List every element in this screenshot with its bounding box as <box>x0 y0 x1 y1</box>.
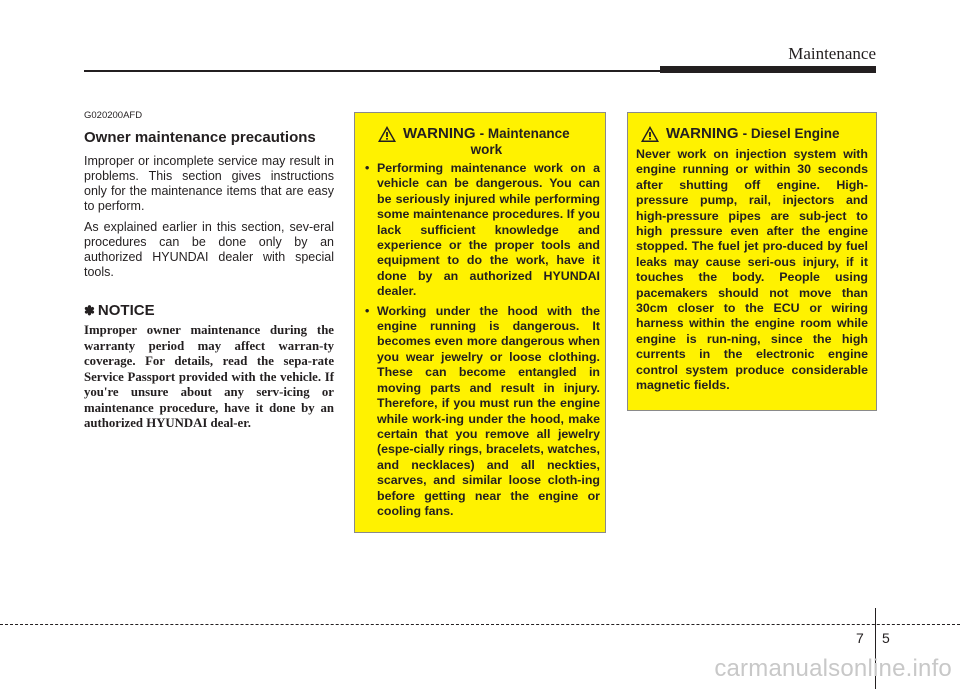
warning-item-text: Performing maintenance work on a vehicle can be dangerous. You can be seriously injured while performing some maintenance procedures. If you lack sufficient knowledge and experience or the proper tools and equipment to do the work, have it done by an authorized HYUNDAI dealer. <box>377 161 600 299</box>
warning-item <box>365 161 600 300</box>
body-paragraph: Improper or incomplete service may result in problems. This section gives instructions only for the maintenance items that are easy to perform. <box>84 154 334 213</box>
warning-box-maintenance <box>354 112 606 533</box>
warning-list <box>365 161 600 519</box>
warning-header <box>365 125 600 157</box>
warning-subtitle-continued: work <box>470 142 503 157</box>
warning-body: Never work on injection system with engine running or within 30 seconds after shutting off engine. High-pressure pump, rail, injectors and high-pressure pipes are sub-ject to high pressure even after the engine stopped. The fuel jet pro-duced by fuel leaks may cause seri-ous injury, if it touches the body. People using pacemakers should not move than 30cm closer to the ECU or wiring harness within the engine room while engine is run-ning, since the high currents in the electronic engine control system produce considerable magnetic fields. <box>636 147 868 393</box>
left-column <box>84 110 334 432</box>
warning-label: WARNING <box>403 125 476 142</box>
body-paragraph: As explained earlier in this section, sev-eral procedures can be done only by an authorized HYUNDAI dealer with special tools. <box>84 220 334 279</box>
warning-item <box>365 304 600 520</box>
warning-item-text: Working under the hood with the engine running is dangerous. It becomes even more dangerous when you wear jewelry or loose clothing. These can become entangled in moving parts and result in injury. Therefore, if you must run the engine while work-ing under the hood, make certain that you remove all jewelry (espe-cially rings, bracelets, watches, and necklaces) and all neckties, scarves, and similar loose cloth-ing before getting near the engine or cooling fans. <box>377 303 600 518</box>
warning-subtitle: - Diesel Engine <box>742 126 840 141</box>
section-title-header: Maintenance <box>788 44 876 63</box>
warning-triangle-icon <box>640 125 660 143</box>
header-rule <box>84 70 660 72</box>
notice-body: Improper owner maintenance during the warranty period may affect warran-ty coverage. For details, read the sepa-rate Service Passport provided with the vehicle. If you're unsure about any serv-icing or maintenance procedure, have it done by an authorized HYUNDAI deal-er. <box>84 323 334 430</box>
notice-label: NOTICE <box>97 302 155 319</box>
chapter-number: 7 <box>856 630 864 646</box>
warning-subtitle: - Maintenance <box>479 126 570 141</box>
watermark: carmanualsonline.info <box>714 655 952 682</box>
footer-dashed-rule <box>0 624 960 625</box>
warning-box-diesel <box>627 112 877 411</box>
notice-star-icon: ✽ <box>84 302 95 318</box>
section-code: G020200AFD <box>84 110 143 121</box>
warning-label: WARNING <box>666 125 739 142</box>
warning-triangle-icon <box>377 125 397 143</box>
warning-header <box>636 125 868 143</box>
bullet: • <box>365 303 370 318</box>
header-bar <box>660 66 876 73</box>
bullet: • <box>365 161 370 175</box>
section-heading: Owner maintenance precautions <box>84 129 316 146</box>
page-number: 5 <box>882 630 890 646</box>
notice-heading <box>84 302 334 319</box>
